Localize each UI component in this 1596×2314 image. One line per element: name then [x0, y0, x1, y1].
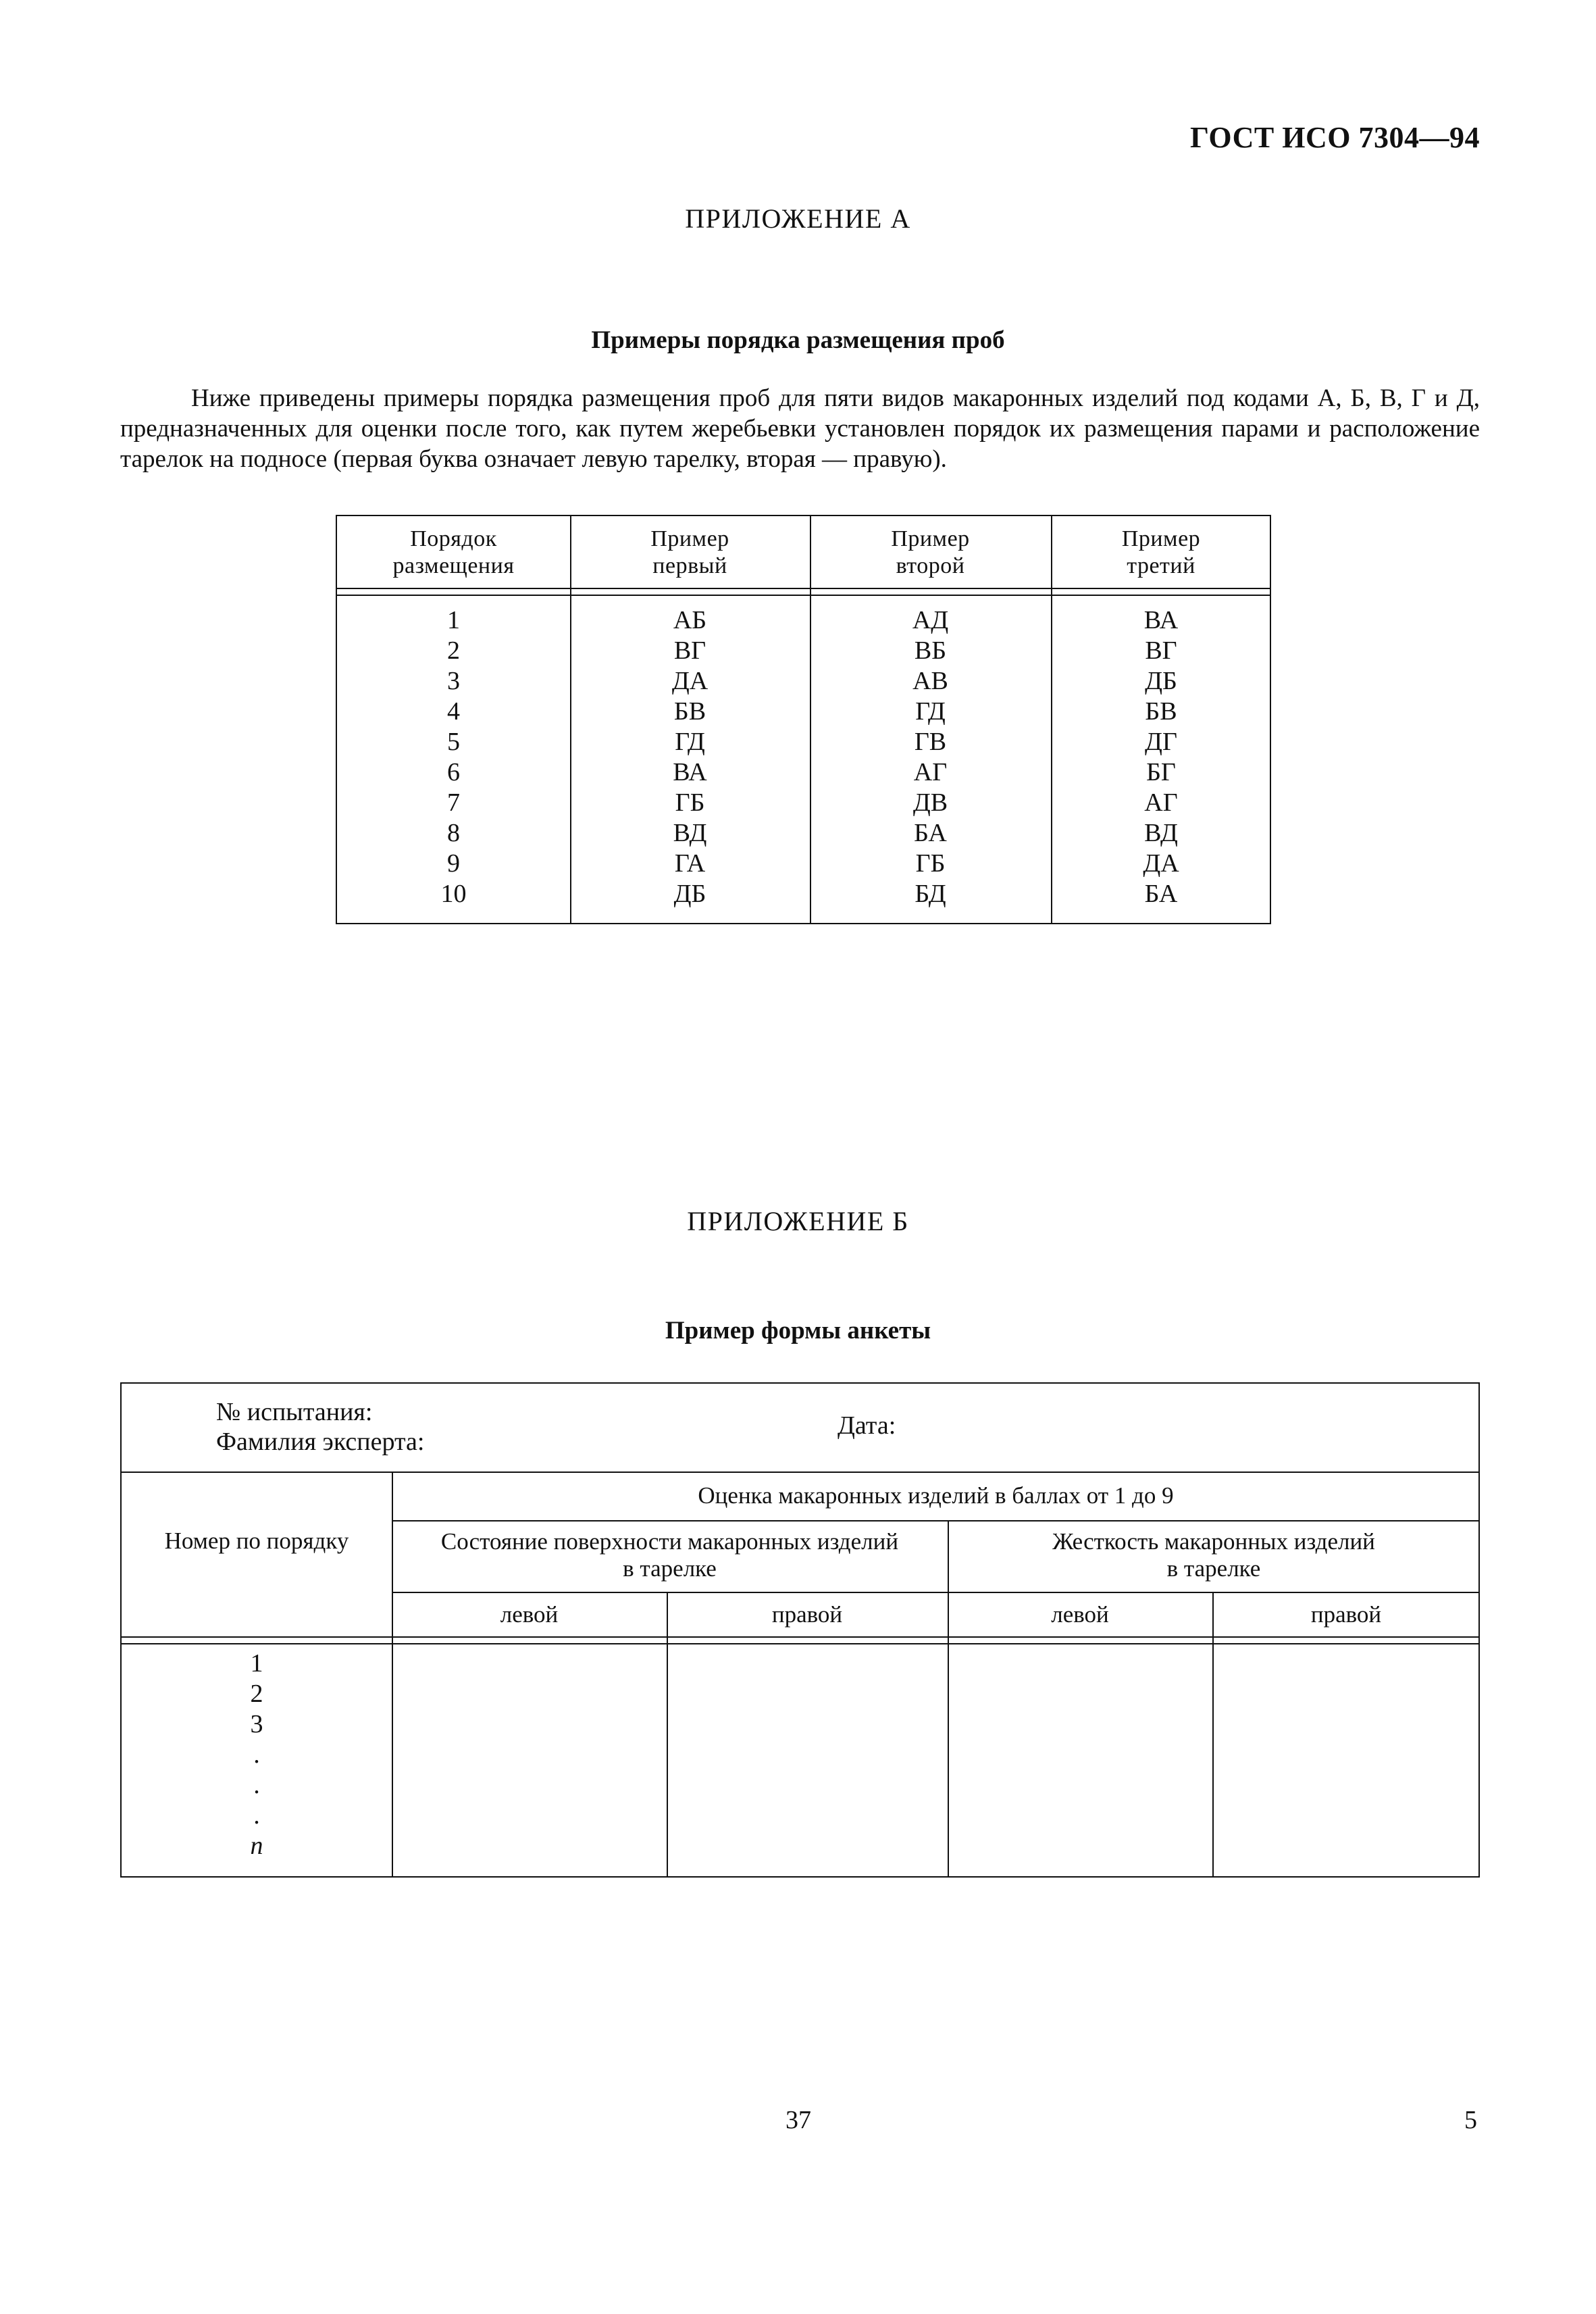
table-cell: ДБ	[1145, 667, 1177, 695]
table-cell: ДА	[1143, 849, 1179, 878]
table-cell: ДБ	[673, 880, 706, 908]
table-cell: 9	[447, 849, 460, 878]
column-order	[337, 516, 570, 923]
page-number-right: 5	[1464, 2106, 1477, 2134]
form-divider	[392, 1592, 1478, 1593]
table-cell: 5	[447, 728, 460, 756]
hardness-header: Жесткость макаронных изделий в тарелке	[1052, 1528, 1375, 1582]
table-cell: 10	[440, 880, 467, 908]
placement-order-table	[336, 515, 1271, 924]
row-number: .	[253, 1801, 260, 1830]
table-cell: ДВ	[912, 788, 948, 817]
appendix-a-title: ПРИЛОЖЕНИЕ А	[685, 203, 911, 234]
row-number: 2	[250, 1680, 263, 1708]
row-number: .	[253, 1771, 260, 1799]
appendix-b-title: ПРИЛОЖЕНИЕ Б	[687, 1206, 909, 1236]
column-cells	[337, 605, 570, 909]
appendix-a-subtitle: Примеры порядка размещения проб	[591, 326, 1005, 354]
column-cells	[1051, 605, 1271, 909]
table-cell: ВД	[1144, 819, 1178, 847]
form-divider	[122, 1636, 1478, 1638]
questionnaire-form-table	[120, 1382, 1480, 1878]
date-label: Дата:	[838, 1411, 896, 1440]
form-divider	[122, 1643, 1478, 1644]
table-cell: БВ	[673, 697, 706, 726]
standard-header: ГОСТ ИСО 7304—94	[1189, 121, 1480, 154]
column-header: Пример второй	[891, 526, 970, 578]
surface-header: Состояние поверхности макаронных изделий в тарелке	[440, 1528, 899, 1582]
hardness-right-label: правой	[1310, 1601, 1382, 1628]
table-cell: БВ	[1145, 697, 1177, 726]
table-cell: ГА	[674, 849, 706, 878]
column-example-3	[1051, 516, 1271, 923]
table-cell: 4	[447, 697, 460, 726]
table-cell: БА	[1144, 880, 1178, 908]
table-cell: ГВ	[914, 728, 947, 756]
surface-left-label: левой	[500, 1601, 559, 1628]
table-cell: 8	[447, 819, 460, 847]
column-header: Пример первый	[650, 526, 729, 578]
table-cell: БГ	[1146, 758, 1176, 786]
table-cell: АГ	[1144, 788, 1178, 817]
row-number-header: Номер по порядку	[164, 1528, 349, 1554]
table-cell: ГБ	[675, 788, 705, 817]
table-cell: ГД	[675, 728, 705, 756]
table-cell: ВА	[1143, 606, 1179, 634]
column-example-2	[810, 516, 1051, 923]
form-divider	[392, 1520, 1478, 1521]
table-cell: ВА	[673, 758, 707, 786]
row-number: 1	[250, 1649, 263, 1678]
table-cell: 3	[447, 667, 460, 695]
table-cell: БД	[915, 880, 946, 908]
row-number: .	[253, 1740, 260, 1769]
table-cell: ГБ	[915, 849, 946, 878]
row-number: n	[250, 1832, 263, 1860]
form-divider	[1212, 1592, 1214, 1876]
table-cell: АВ	[912, 667, 948, 695]
score-header: Оценка макаронных изделий в баллах от 1 до 9	[698, 1482, 1174, 1509]
expert-name-label: Фамилия эксперта:	[216, 1428, 425, 1456]
row-number: 3	[250, 1710, 263, 1738]
table-cell: ДА	[671, 667, 709, 695]
column-cells	[570, 605, 810, 909]
table-cell: 7	[447, 788, 460, 817]
form-divider	[667, 1592, 668, 1876]
form-divider	[122, 1472, 1478, 1473]
table-cell: 1	[447, 606, 460, 634]
hardness-left-label: левой	[1051, 1601, 1109, 1628]
table-cell: 2	[447, 636, 460, 665]
column-cells	[810, 605, 1051, 909]
table-cell: ВД	[673, 819, 707, 847]
appendix-a-paragraph: Ниже приведены примеры порядка размещения проб для пяти видов макаронных изделий под кодами А, Б, В, Г и Д, предназначенных для оценки после того, как путем жеребьевки установлен порядок их размещения парами и расположение тарелок на подносе (первая буква означает левую тарелку, вторая — правую).	[120, 384, 1480, 473]
table-cell: АГ	[913, 758, 948, 786]
table-cell: 6	[447, 758, 460, 786]
table-cell: ВГ	[1145, 636, 1177, 665]
column-example-1	[570, 516, 810, 923]
appendix-b-subtitle: Пример формы анкеты	[665, 1317, 931, 1344]
surface-right-label: правой	[771, 1601, 843, 1628]
page-number-center: 37	[786, 2106, 811, 2134]
column-header: Пример третий	[1121, 526, 1201, 578]
table-cell: ДГ	[1145, 728, 1177, 756]
row-numbers	[122, 1649, 392, 1861]
test-number-label: № испытания:	[216, 1398, 373, 1426]
column-header: Порядок размещения	[392, 526, 515, 578]
table-cell: ГД	[915, 697, 946, 726]
table-cell: БА	[914, 819, 947, 847]
table-cell: АБ	[673, 606, 707, 634]
table-cell: АД	[912, 606, 949, 634]
table-cell: ВБ	[914, 636, 947, 665]
table-cell: ВГ	[673, 636, 706, 665]
